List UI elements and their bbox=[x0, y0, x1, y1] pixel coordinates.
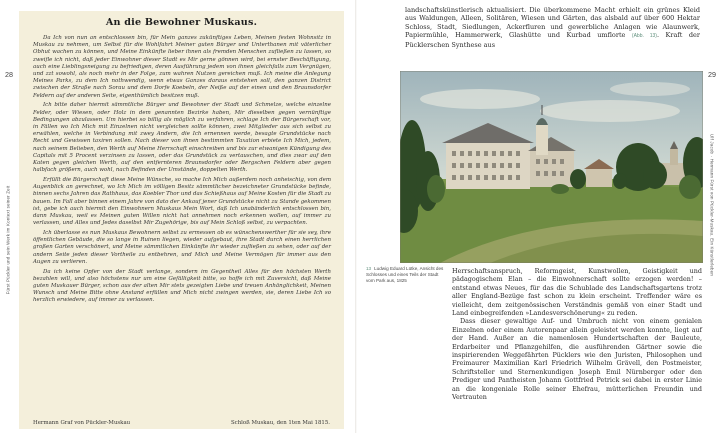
body-text-top-end: . Kraft der Pücklerschen Synthese aus bbox=[405, 31, 700, 49]
castle-landscape-painting bbox=[400, 71, 703, 263]
figure-caption bbox=[366, 266, 445, 284]
running-head-right: Ulf Jacob · Hermann Fürst von Pückler-Muskau. Ein Künstlerleben bbox=[709, 134, 715, 276]
figure-reference: (Abb. 13) bbox=[631, 33, 657, 40]
running-head-left: Fürst Pückler und sein Werk im Kontext seiner Zeit bbox=[5, 185, 11, 295]
body-paragraph: Dass dieser gewaltige Auf- und Umbruch nicht von einem genialen Einzelnen oder einem Autorenpaar allein geleistet werden konnte, liegt auf der Hand. Außer an die namenlosen Hundertschaften der Bauleute, Erdarbeiter und Pflanzgehilfen, die ausführenden Gärtner sowie die inspirierenden Weggefährten Pücklers wie den Juristen, Philosophen und Freimaurer Maximilian Karl Friedrich Wilhelm Grävell, den Postmeister, Schriftsteller und Sternenkundigen Joseph Emil Nürnberger oder den Prediger und Pantheisten Johann Gottfried Petrick sei dabei in erster Linie an die kongeniale Rolle seiner Ehefrau, mütterlichen Freundin und Vertrauten bbox=[452, 317, 702, 402]
page-number-right: 29 bbox=[708, 70, 716, 79]
figure-number: 13 bbox=[366, 266, 372, 271]
proclamation-paragraph: Ich überlasse es nun Muskaus Bewohnern selbst zu ermessen ob es wünschenswerther für sie sey, ihre öffentlichen Gebäude, die so lange in Ruinen liegen, wieder aufgebaut, ihre Stadt durch einen herrlichen großen Garten verschönert, und Meine sämmtlichen Einkünfte ihr wieder zufließen zu sehen, oder auf der andern Seite jeden dieser Vortheile zu entbehren, und Mich und Meine Vermögen für immer aus den Augen zu verlieren. bbox=[33, 230, 331, 265]
body-text-bottom bbox=[452, 267, 702, 402]
body-paragraph: Herrschaftsanspruch, Reformgeist, Kunstwollen, Geistigkeit und pädagogischem Elan – die Einwohnerschaft sollte erzogen werden! – entstand etwas Neues, für das die Schublade des Landschaftsgartens trotz aller England-Bezüge fast schon zu klein erscheint. Treffender wäre es vielleicht, dem zeitgenössischen Verständnis gemäß von einer Stadt und Land einbegreifenden »Landesverschönerung« zu reden. bbox=[452, 267, 702, 318]
signature-date: Schloß Muskau, den 1ten Mai 1815. bbox=[230, 420, 330, 426]
proclamation-paragraph: Da Ich von nun an entschlossen bin, für Mein ganzes zukünftiges Leben, Meinen festen Wohnsitz in Muskau zu nehmen, um Selbst für die Wohlfahrt Meiner guten Bürger und Unterthanen mit väterlicher Obhut wachen zu können, und Meine Einkünfte lieber ihnen als fremden Menschen zufließen zu lassen, so zweifle ich nicht, daß jeder Einwohner dieser Stadt es Mir gerne gönnen wird, bei ernster Beschäftigung, auch eine Lieblingsneigung zu befriedigen, deren Ausführung jedem von ihnen gleichfalls zum Vergnügen, und zzt sowohl, als noch mehr in der Folge, zum wahren Nutzen gereichen muß. Ich meine die Anlegung Meines Parks, zu dem Ich nothwendig, wenn etwas Ganzes daraus entstehen soll, den ganzen District zwischen der Straße nach Sorau und dem Dorfe Koebeln, der Neiße auf der einen und den Braunsdorfer Feldern auf der anderen Seite, eigenthümlich besitzen muß. bbox=[33, 35, 331, 99]
page-number-left: 28 bbox=[5, 70, 13, 79]
proclamation-paragraph: Erfüllt die Bürgerschaft diese Meine Wünsche, so mache Ich Mich außerdem noch anheischig, von dem Augenblick an gerechnet, wo Ich Mich im völligen Besitz sämmtlicher bezeichneter Grundstücke befinde, binnen sechs Jahren das Rathhaus, das Koebler Thor und das Schießhaus auf Meine Kosten für die Stadt zu bauen. Im Fall aber binnen einem Jahre von dato der Ankauf jener Grundstücke nicht zu Stande gekommen ist, gebe ich auch hiermit den Einwohnern Muskaus Mein Wort, daß Ich unabänderlich entschlossen bin, dann Muskau, weil es Meinen guten Willen nicht hat annehmen noch erkennen wollen, auf immer zu verlassen, und Alles und Jedes daselbst Mir Zugehörige, bis auf Mein Schloß selbst, zu verpachten. bbox=[33, 177, 331, 227]
body-text-top bbox=[405, 6, 700, 49]
body-text-top-main: landschaftskünstlerisch aktualisiert. Die überkommene Macht erhielt ein grünes Kleid aus Waldungen, Alleen, Solitären, Wiesen und Gärten, das alsbald auf über 600 Hektar Schloss, Stadt, Siedlungen, Ackerfluren und gewerbliche Anlagen wie Alaunwerk, Papiermühle, Hammerwerk, Glashütte und Kurbad umflorte bbox=[405, 6, 700, 40]
signature: Hermann Graf von Pückler-Muskau bbox=[33, 420, 131, 426]
proclamation-body bbox=[33, 35, 331, 307]
proclamation-paragraph: Da ich keine Opfer von der Stadt verlange, sondern im Gegentheil Alles für den höchsten Werth bezahlen will, und also höchstens nur um eine Gefälligkeit bitte, so hoffe ich mit Zuversicht, daß Meine guten Muskauer Bürger, schon aus der alten Mir stets gezeigten Liebe und treuen Anhänglichkeit, Meinen Wunsch und Meine Bitte ohne Anstand erfüllen und Mich nicht zwingen werden, sie, deren Liebe Ich so herzlich erwiedere, auf immer zu verlassen. bbox=[33, 268, 331, 304]
proclamation-signature-line bbox=[33, 420, 330, 426]
left-page bbox=[0, 0, 357, 433]
figure-caption-text: Ludwig Eduard Lütke, Ansicht des Schlosses und eines Teils der Stadt vom Park aus, 1825 bbox=[366, 266, 444, 283]
proclamation-insert bbox=[19, 11, 344, 429]
painting-illustration bbox=[400, 71, 703, 263]
proclamation-paragraph: Ich bitte daher hiermit sämmtliche Bürger und Bewohner der Stadt und Schmelze, welche einzelne Felder, oder Wiesen, oder Holz in dem genannten Bezirke haben, Mir dieselben gegen vernünftige Bedingungen abzulassen. Um hierbei so billig als möglich zu verfahren, schlage Ich der Bürgerschaft vor, in Fällen wo Ich Mich mit Einzelnen nicht vergleichen sollte können, zwei Mitglieder aus sich selbst zu erwählen, welche in Verbindung mit zwey Andern, die Ich ernennen werde, besagte Grundstücke nach Recht und Gewissen taxiren sollen. Nach dieser von ihnen bestimmten Taxation erbiete Ich Mich, jedem, nach seinem Belieben, den Werth auf Meine Herrschaft einschreiben und bis zur etwanigen Kündigung des Capitals mit 5 Procent verzinsen zu lassen, oder das Grundstück zu vertauschen, und dies zwar auf den Katen gegen gleichen Werth, auf den entfernteren Braunsdorfer oder Bergschen Feldern aber gegen halbfach größern, auch wohl, nach Befinden der Umstände, doppelten Werth. bbox=[33, 102, 331, 174]
proclamation-title: An die Bewohner Muskaus. bbox=[105, 17, 258, 28]
